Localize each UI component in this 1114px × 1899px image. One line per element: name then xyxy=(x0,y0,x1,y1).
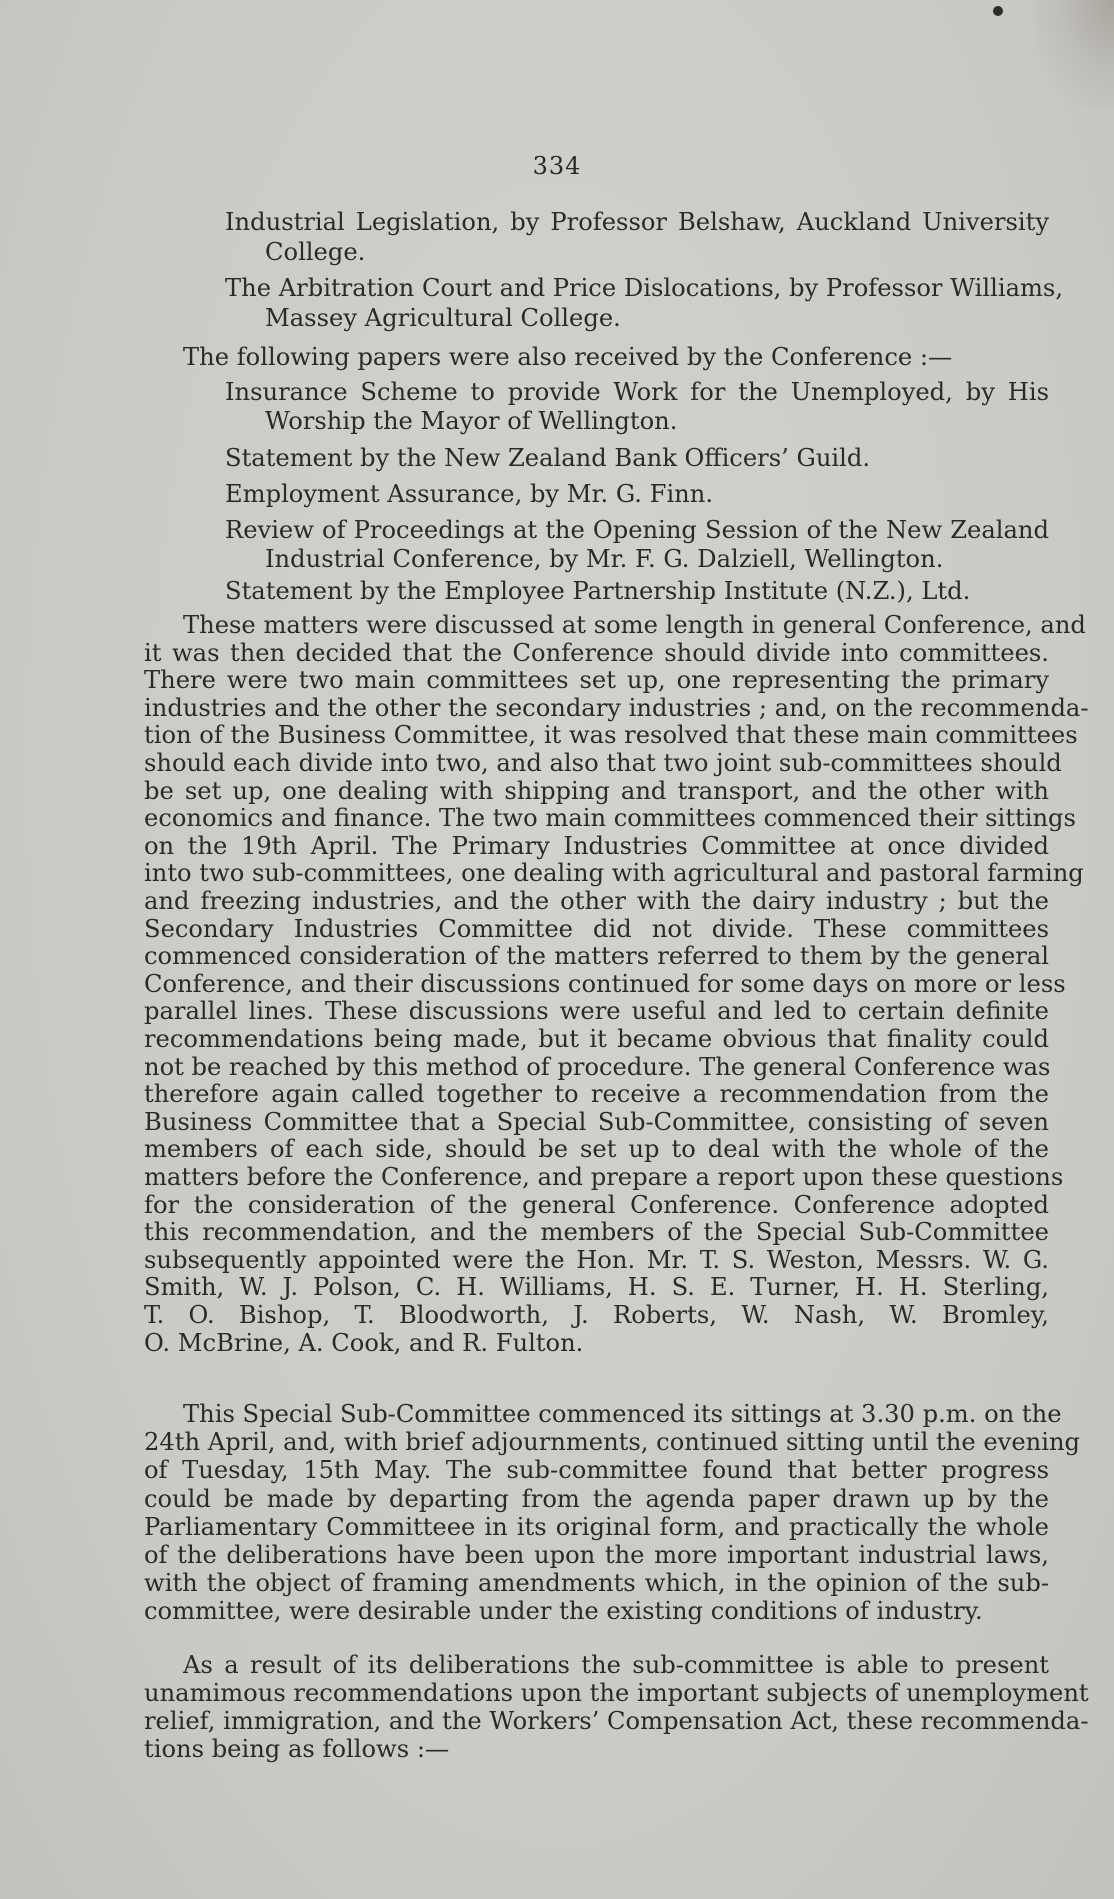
entry-line: Massey Agricultural College. xyxy=(265,304,621,332)
paragraph-line: These matters were discussed at some length in general Conference, and xyxy=(183,611,1086,639)
paragraph-line: for the consideration of the general Conference. Conference adopted xyxy=(144,1190,1049,1219)
paper-entry-line: Insurance Scheme to provide Work for the Unemployed, by His xyxy=(225,378,1049,406)
paragraph-line: into two sub-committees, one dealing with agricultural and pastoral farming xyxy=(144,859,1084,888)
paragraph-line: matters before the Conference, and prepare a report upon these questions xyxy=(144,1163,1064,1191)
paper-stain xyxy=(1034,0,1114,110)
entry-line: Industrial Legislation, by Professor Belshaw, Auckland University xyxy=(225,208,1049,236)
page-number: 334 xyxy=(532,152,582,180)
paragraph-line: tions being as follows :— xyxy=(144,1735,450,1763)
paper-entry-line: Statement by the New Zealand Bank Officers’ Guild. xyxy=(225,444,871,472)
paragraph-line: parallel lines. These discussions were useful and led to certain definite xyxy=(144,997,1049,1026)
paragraph-line: This Special Sub-Committee commenced its sittings at 3.30 p.m. on the xyxy=(183,1400,1062,1428)
paragraph-line: Parliamentary Committeee in its original form, and practically the whole xyxy=(144,1512,1049,1541)
paper-entry-line: Review of Proceedings at the Opening Session of the New Zealand xyxy=(225,516,1049,544)
paper-entry-line: Employment Assurance, by Mr. G. Finn. xyxy=(225,480,714,508)
paragraph-line: of the deliberations have been upon the more important industrial laws, xyxy=(144,1541,1049,1569)
paragraph-line: subsequently appointed were the Hon. Mr. T. S. Weston, Messrs. W. G. xyxy=(144,1245,1049,1274)
paragraph-line: relief, immigration, and the Workers’ Compensation Act, these recommenda- xyxy=(144,1707,1089,1735)
paragraph-line: be set up, one dealing with shipping and transport, and the other with xyxy=(144,776,1049,805)
paragraph-line: O. McBrine, A. Cook, and R. Fulton. xyxy=(144,1328,584,1357)
paragraph-line: and freezing industries, and the other with the dairy industry ; but the xyxy=(144,887,1049,915)
paragraph-line: industries and the other the secondary industries ; and, on the recommenda- xyxy=(144,693,1089,722)
paragraph-line: Business Committee that a Special Sub-Committee, consisting of seven xyxy=(144,1107,1049,1136)
paragraph-line: commenced consideration of the matters referred to them by the general xyxy=(144,942,1049,971)
paragraph-line: unamimous recommendations upon the important subjects of unemployment xyxy=(144,1679,1089,1707)
paragraph-line: As a result of its deliberations the sub-committee is able to present xyxy=(183,1651,1049,1679)
paragraph-line: recommendations being made, but it became obvious that finality could xyxy=(144,1025,1049,1053)
entry-line: College. xyxy=(265,238,366,266)
paragraph-line: not be reached by this method of procedure. The general Conference was xyxy=(144,1052,1051,1081)
ink-spot xyxy=(993,6,1003,16)
paragraph-line: members of each side, should be set up to deal with the whole of the xyxy=(144,1135,1049,1164)
paragraph-line: T. O. Bishop, T. Bloodworth, J. Roberts, W. Nash, W. Bromley, xyxy=(144,1301,1049,1329)
paper-entry-line: Industrial Conference, by Mr. F. G. Dalziell, Wellington. xyxy=(265,545,944,573)
paragraph-line: on the 19th April. The Primary Industries Committee at once divided xyxy=(144,831,1049,860)
paragraph-line: of Tuesday, 15th May. The sub-committee found that better progress xyxy=(144,1456,1049,1485)
paragraph-line: this recommendation, and the members of the Special Sub-Committee xyxy=(144,1218,1049,1247)
paragraph-line: tion of the Business Committee, it was resolved that these main committees xyxy=(144,721,1078,750)
paragraph-line: Conference, and their discussions continued for some days on more or less xyxy=(144,969,1066,998)
paragraph-line: with the object of framing amendments which, in the opinion of the sub- xyxy=(144,1569,1049,1598)
paragraph-line: Secondary Industries Committee did not divide. These committees xyxy=(144,914,1049,943)
paper-entry-line: Worship the Mayor of Wellington. xyxy=(265,407,678,435)
paragraph-line: therefore again called together to receive a recommendation from the xyxy=(144,1080,1049,1109)
paragraph-line: could be made by departing from the agenda paper drawn up by the xyxy=(144,1484,1049,1513)
paragraph-line: economics and finance. The two main committees commenced their sittings xyxy=(144,804,1076,833)
paper-entry-line: Statement by the Employee Partnership Institute (N.Z.), Ltd. xyxy=(225,577,971,605)
paragraph-line: it was then decided that the Conference should divide into committees. xyxy=(144,638,1049,667)
paragraph-line: committee, were desirable under the existing conditions of industry. xyxy=(144,1597,983,1626)
papers-intro: The following papers were also received by the Conference :— xyxy=(183,343,953,371)
paragraph-line: Smith, W. J. Polson, C. H. Williams, H. S. E. Turner, H. H. Sterling, xyxy=(144,1273,1049,1302)
paragraph-line: There were two main committees set up, one representing the primary xyxy=(144,666,1049,695)
paragraph-line: 24th April, and, with brief adjournments, continued sitting until the evening xyxy=(144,1428,1081,1457)
entry-line: The Arbitration Court and Price Dislocations, by Professor Williams, xyxy=(225,274,1064,302)
paragraph-line: should each divide into two, and also that two joint sub-committees should xyxy=(144,749,1062,777)
